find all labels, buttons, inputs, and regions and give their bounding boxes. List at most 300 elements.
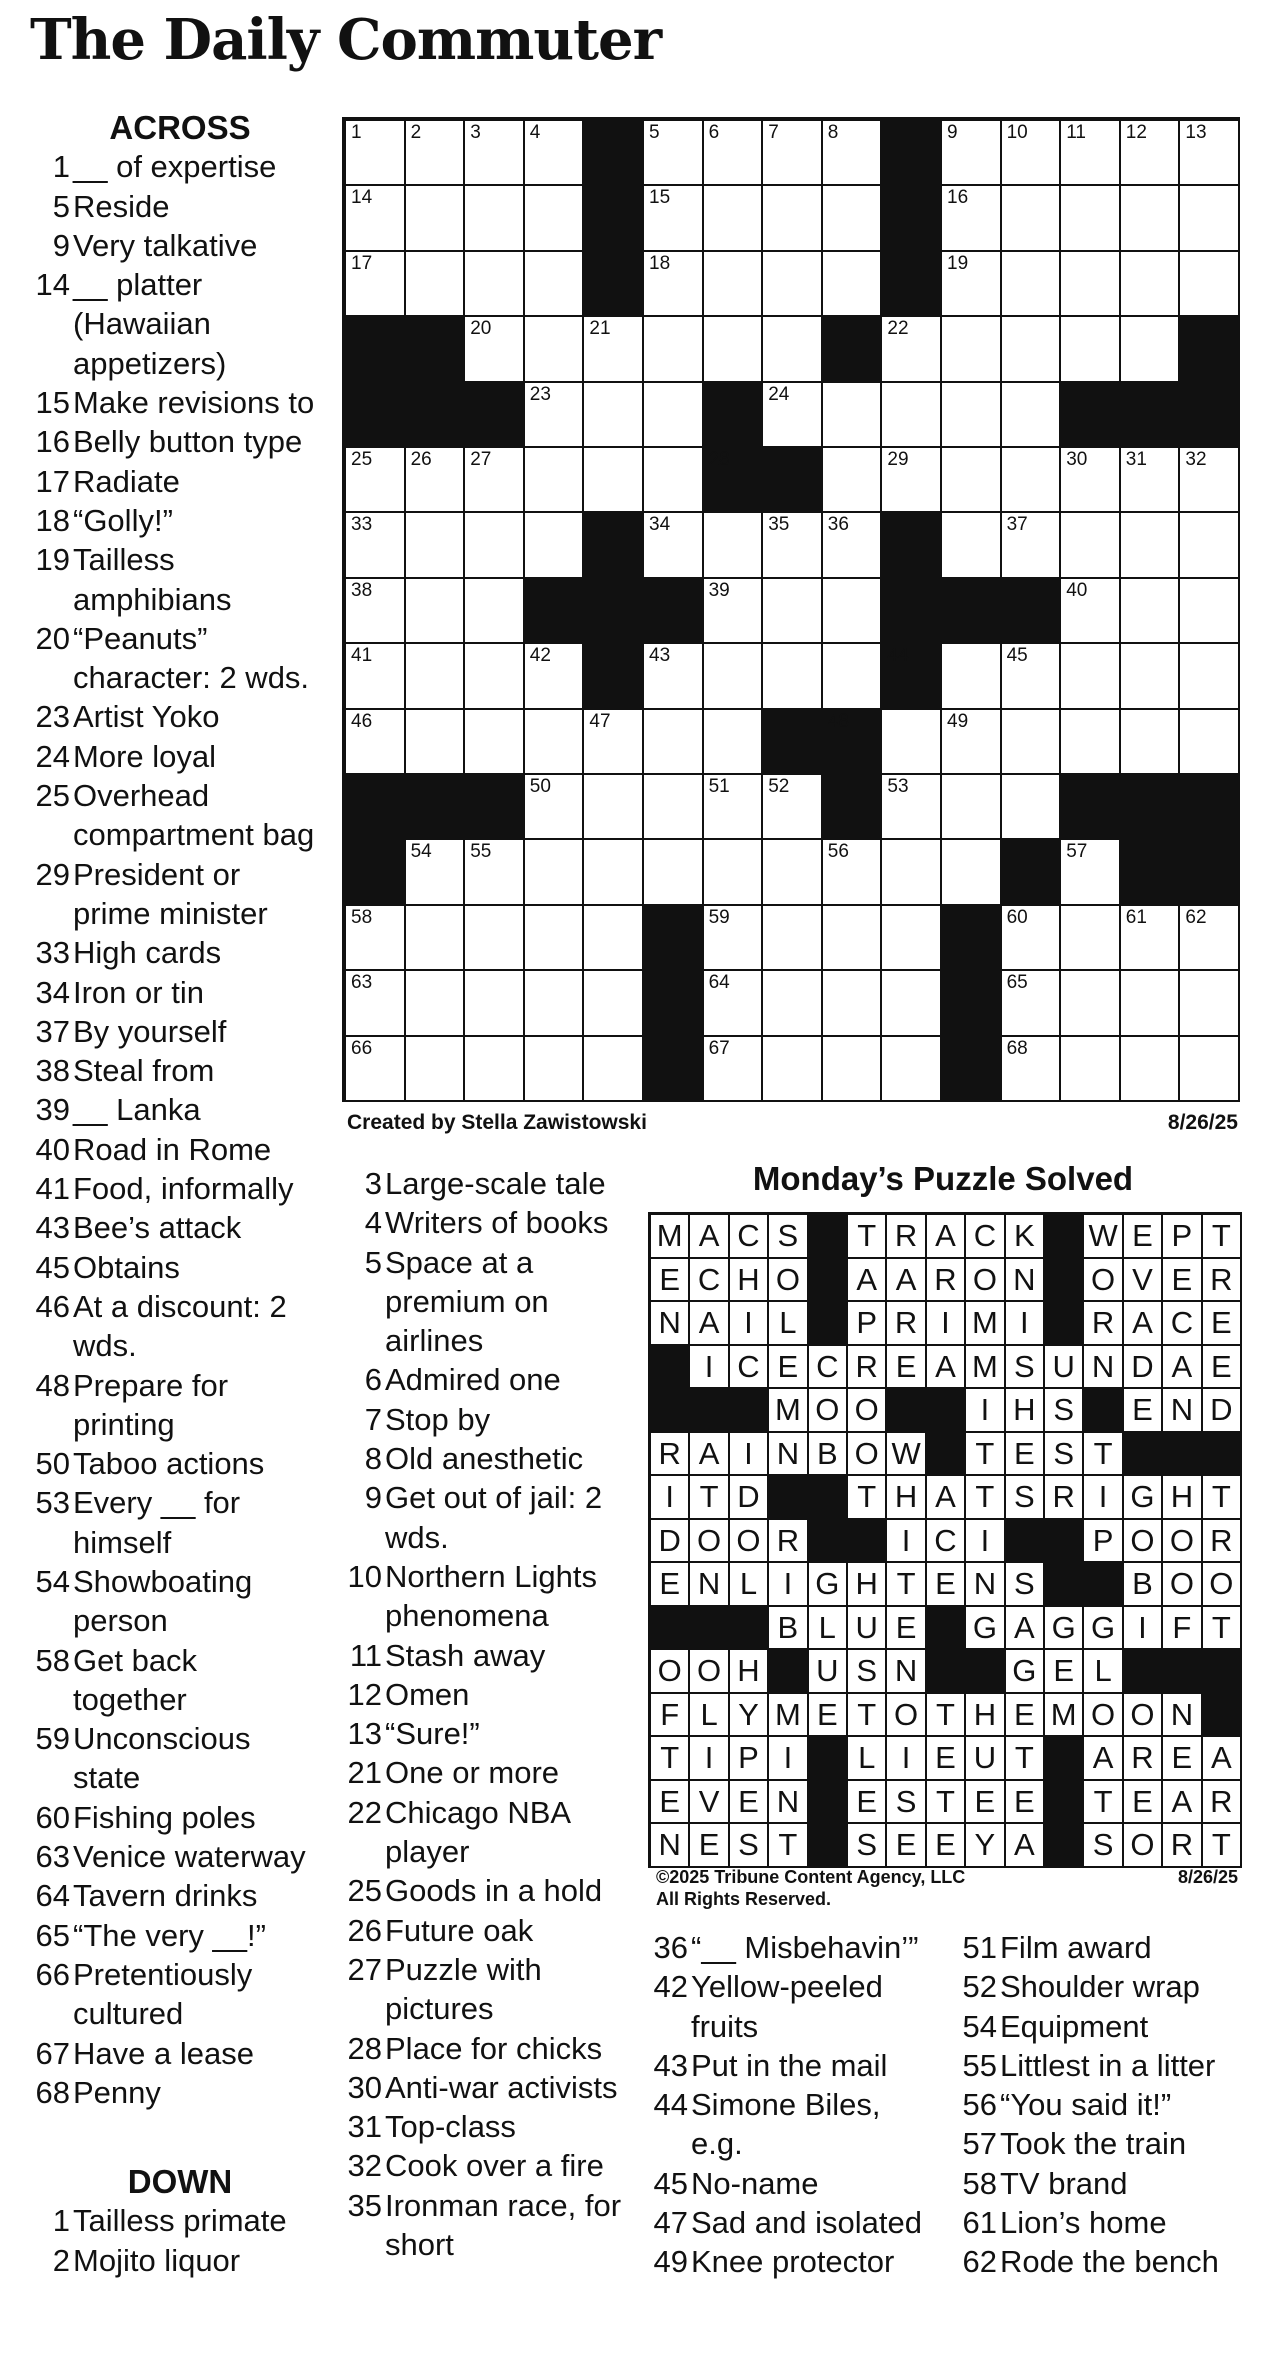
solved-letter: H <box>848 1563 887 1607</box>
solved-letter: N <box>690 1563 729 1607</box>
across-clue-38 <box>30 1051 330 1090</box>
grid-cell[interactable] <box>882 383 942 448</box>
solved-letter: E <box>1163 1737 1202 1781</box>
clue-number: 27 <box>347 1951 382 1987</box>
grid-cell[interactable] <box>525 383 585 448</box>
grid-cell[interactable] <box>1061 710 1121 775</box>
cell-number: 2 <box>410 122 422 143</box>
grid-cell[interactable] <box>882 1037 942 1102</box>
clue-text: wds. <box>385 1519 449 1555</box>
grid-cell[interactable] <box>942 710 1002 775</box>
grid-cell[interactable] <box>1121 252 1181 317</box>
grid-cell[interactable] <box>525 252 585 317</box>
grid-cell[interactable] <box>1061 317 1121 382</box>
grid-cell[interactable] <box>644 186 704 251</box>
solved-letter: E <box>887 1346 926 1390</box>
solved-letter: S <box>1045 1433 1084 1477</box>
grid-cell[interactable] <box>465 840 525 905</box>
black-square <box>1061 775 1121 840</box>
grid-cell[interactable] <box>465 186 525 251</box>
grid-cell[interactable] <box>704 906 764 971</box>
solved-letter: H <box>966 1694 1005 1738</box>
down-clue-51 <box>957 1928 1257 1967</box>
grid-cell[interactable] <box>406 121 466 186</box>
across-clue-16 <box>30 422 330 461</box>
grid-cell[interactable] <box>465 448 525 513</box>
down-clue-45 <box>648 2164 948 2203</box>
grid-cell[interactable] <box>1002 383 1062 448</box>
black-square <box>1180 383 1240 448</box>
solved-letter: T <box>690 1476 729 1520</box>
grid-cell[interactable] <box>346 710 406 775</box>
solved-letter: A <box>887 1259 926 1303</box>
grid-cell[interactable] <box>465 906 525 971</box>
grid-cell[interactable] <box>763 317 823 382</box>
grid-cell[interactable] <box>1121 513 1181 578</box>
grid-cell[interactable] <box>823 579 883 644</box>
grid-cell[interactable] <box>406 1037 466 1102</box>
clue-text: Artist Yoko <box>73 699 220 735</box>
grid-cell[interactable] <box>346 644 406 709</box>
grid-cell[interactable] <box>584 383 644 448</box>
grid-cell[interactable] <box>1002 317 1062 382</box>
solved-letter: C <box>730 1215 769 1259</box>
solved-letter: N <box>1163 1389 1202 1433</box>
grid-cell[interactable] <box>584 840 644 905</box>
grid-cell[interactable] <box>1002 906 1062 971</box>
grid-cell[interactable] <box>525 644 585 709</box>
black-square <box>763 448 823 513</box>
clue-number: 10 <box>347 1558 382 1594</box>
grid-cell[interactable] <box>584 317 644 382</box>
black-square <box>584 252 644 317</box>
grid-cell[interactable] <box>1002 252 1062 317</box>
grid-cell[interactable] <box>763 121 823 186</box>
grid-cell[interactable] <box>1061 121 1121 186</box>
grid-cell[interactable] <box>644 710 704 775</box>
grid-cell[interactable] <box>644 383 704 448</box>
grid-cell[interactable] <box>346 906 406 971</box>
clue-text: short <box>385 2227 454 2263</box>
grid-cell[interactable] <box>644 513 704 578</box>
clue-number: 40 <box>35 1131 70 1167</box>
grid-cell[interactable] <box>1180 1037 1240 1102</box>
down-clue-32 <box>342 2146 632 2185</box>
grid-cell[interactable] <box>1061 579 1121 644</box>
grid-cell[interactable] <box>1061 644 1121 709</box>
solved-letter: T <box>769 1824 808 1868</box>
clue-number: 53 <box>35 1485 70 1521</box>
clue-text: “Golly!” <box>73 502 173 538</box>
grid-cell[interactable] <box>1121 579 1181 644</box>
solved-letter: C <box>690 1259 729 1303</box>
clue-text: Old anesthetic <box>385 1441 584 1477</box>
grid-cell[interactable] <box>584 448 644 513</box>
grid-cell[interactable] <box>1002 121 1062 186</box>
grid-cell[interactable] <box>763 840 823 905</box>
grid-cell[interactable] <box>882 775 942 840</box>
grid-cell[interactable] <box>465 252 525 317</box>
clue-text: Cook over a fire <box>385 2148 604 2184</box>
cell-number: 27 <box>470 449 492 470</box>
grid-cell[interactable] <box>465 1037 525 1102</box>
grid-cell[interactable] <box>1121 644 1181 709</box>
grid-cell[interactable] <box>525 317 585 382</box>
grid-cell[interactable] <box>823 252 883 317</box>
grid-cell[interactable] <box>406 252 466 317</box>
cell-number: 35 <box>768 514 790 536</box>
down-clue-list-col2 <box>342 1164 632 2264</box>
across-clue-19 <box>30 540 330 619</box>
black-square <box>942 1037 1002 1102</box>
grid-cell[interactable] <box>1061 971 1121 1036</box>
grid-cell[interactable] <box>346 513 406 578</box>
grid-cell[interactable] <box>346 971 406 1036</box>
across-clue-list <box>30 108 330 2112</box>
across-clue-63 <box>30 1837 330 1876</box>
clue-text: Belly button type <box>73 424 303 460</box>
clue-text: Stash away <box>385 1637 546 1673</box>
solved-letter: F <box>1163 1607 1202 1651</box>
grid-cell[interactable] <box>823 121 883 186</box>
grid-cell[interactable] <box>346 1037 406 1102</box>
clue-number: 55 <box>962 2047 997 2083</box>
grid-cell[interactable] <box>584 971 644 1036</box>
grid-cell[interactable] <box>1180 448 1240 513</box>
across-clue-60 <box>30 1798 330 1837</box>
grid-cell[interactable] <box>1002 186 1062 251</box>
solved-letter: A <box>927 1346 966 1390</box>
grid-cell[interactable] <box>882 840 942 905</box>
grid-cell[interactable] <box>1061 840 1121 905</box>
solved-letter: N <box>1163 1694 1202 1738</box>
solved-letter: E <box>927 1563 966 1607</box>
grid-cell[interactable] <box>346 448 406 513</box>
clue-text: “Sure!” <box>385 1716 480 1752</box>
grid-cell[interactable] <box>763 513 823 578</box>
grid-cell[interactable] <box>525 121 585 186</box>
grid-cell[interactable] <box>644 252 704 317</box>
solved-letter: C <box>809 1346 848 1390</box>
grid-cell[interactable] <box>704 840 764 905</box>
across-clue-9 <box>30 226 330 265</box>
across-clue-1 <box>30 147 330 186</box>
grid-cell[interactable] <box>525 840 585 905</box>
solved-letter: G <box>1084 1607 1123 1651</box>
grid-cell[interactable] <box>406 186 466 251</box>
grid-cell[interactable] <box>406 579 466 644</box>
grid-cell[interactable] <box>823 186 883 251</box>
solved-letter: T <box>1006 1737 1045 1781</box>
down-clue-26 <box>342 1911 632 1950</box>
grid-cell[interactable] <box>1002 448 1062 513</box>
black-square <box>763 710 823 775</box>
grid-cell[interactable] <box>763 579 823 644</box>
solved-letter: M <box>966 1346 1005 1390</box>
clue-number: 9 <box>364 1480 382 1516</box>
grid-cell[interactable] <box>525 186 585 251</box>
grid-cell[interactable] <box>882 448 942 513</box>
grid-cell[interactable] <box>763 906 823 971</box>
grid-cell[interactable] <box>763 775 823 840</box>
cell-number: 56 <box>827 841 849 863</box>
grid-cell[interactable] <box>763 186 823 251</box>
grid-cell[interactable] <box>465 971 525 1036</box>
solved-letter: S <box>730 1824 769 1868</box>
grid-cell[interactable] <box>763 971 823 1036</box>
grid-cell[interactable] <box>406 513 466 578</box>
grid-cell[interactable] <box>1002 1037 1062 1102</box>
black-square <box>823 710 883 775</box>
grid-cell[interactable] <box>406 906 466 971</box>
clue-number: 57 <box>962 2126 997 2162</box>
grid-cell[interactable] <box>1180 121 1240 186</box>
grid-cell[interactable] <box>763 252 823 317</box>
grid-cell[interactable] <box>584 1037 644 1102</box>
solved-letter: H <box>1163 1476 1202 1520</box>
grid-cell[interactable] <box>763 383 823 448</box>
grid-cell[interactable] <box>823 1037 883 1102</box>
grid-cell[interactable] <box>465 513 525 578</box>
black-square <box>465 383 525 448</box>
solved-letter: A <box>927 1215 966 1259</box>
grid-cell[interactable] <box>704 775 764 840</box>
cell-number: 29 <box>887 449 909 470</box>
grid-cell[interactable] <box>704 317 764 382</box>
grid-cell[interactable] <box>823 906 883 971</box>
grid-cell[interactable] <box>942 383 1002 448</box>
cell-number: 47 <box>589 710 611 732</box>
grid-cell[interactable] <box>823 644 883 709</box>
grid-cell[interactable] <box>644 775 704 840</box>
cell-number: 55 <box>470 841 492 863</box>
grid-cell[interactable] <box>525 710 585 775</box>
grid-cell[interactable] <box>406 840 466 905</box>
grid-cell[interactable] <box>704 121 764 186</box>
clue-number: 35 <box>347 2187 382 2223</box>
grid-cell[interactable] <box>1121 971 1181 1036</box>
grid-cell[interactable] <box>942 775 1002 840</box>
solved-letter: E <box>1163 1259 1202 1303</box>
grid-cell[interactable] <box>942 186 1002 251</box>
grid-cell[interactable] <box>525 513 585 578</box>
grid-cell[interactable] <box>1180 513 1240 578</box>
grid-cell[interactable] <box>704 971 764 1036</box>
grid-cell[interactable] <box>942 252 1002 317</box>
grid-cell[interactable] <box>525 448 585 513</box>
clue-number: 46 <box>35 1288 70 1324</box>
grid-cell[interactable] <box>823 383 883 448</box>
grid-cell[interactable] <box>525 775 585 840</box>
grid-cell[interactable] <box>406 971 466 1036</box>
solved-letter: G <box>809 1563 848 1607</box>
solved-letter: L <box>809 1607 848 1651</box>
solved-black-square <box>1163 1433 1202 1477</box>
crossword-grid[interactable] <box>342 117 1240 1102</box>
grid-cell[interactable] <box>525 906 585 971</box>
clue-text: Mojito liquor <box>73 2242 241 2278</box>
solved-letter: T <box>927 1694 966 1738</box>
solved-letter: N <box>769 1781 808 1825</box>
grid-cell[interactable] <box>823 840 883 905</box>
solved-letter: A <box>1163 1346 1202 1390</box>
grid-cell[interactable] <box>704 1037 764 1102</box>
grid-cell[interactable] <box>465 710 525 775</box>
grid-cell[interactable] <box>704 513 764 578</box>
grid-cell[interactable] <box>1121 906 1181 971</box>
grid-cell[interactable] <box>644 317 704 382</box>
grid-cell[interactable] <box>942 317 1002 382</box>
clue-number: 6 <box>364 1362 382 1398</box>
solved-letter: E <box>887 1824 926 1868</box>
grid-cell[interactable] <box>1121 710 1181 775</box>
grid-cell[interactable] <box>1180 710 1240 775</box>
solved-letter: I <box>769 1737 808 1781</box>
grid-cell[interactable] <box>346 186 406 251</box>
grid-cell[interactable] <box>465 644 525 709</box>
grid-cell[interactable] <box>882 317 942 382</box>
grid-cell[interactable] <box>1180 906 1240 971</box>
solved-letter: E <box>651 1563 690 1607</box>
grid-cell[interactable] <box>525 1037 585 1102</box>
grid-cell[interactable] <box>1061 513 1121 578</box>
black-square <box>406 775 466 840</box>
grid-cell[interactable] <box>584 906 644 971</box>
copyright-line1: ©2025 Tribune Content Agency, LLC <box>656 1867 966 1887</box>
grid-cell[interactable] <box>584 775 644 840</box>
cell-number: 13 <box>1185 122 1207 143</box>
grid-cell[interactable] <box>942 121 1002 186</box>
grid-cell[interactable] <box>644 448 704 513</box>
grid-cell[interactable] <box>1121 448 1181 513</box>
solved-letter: G <box>966 1607 1005 1651</box>
grid-cell[interactable] <box>465 317 525 382</box>
grid-cell[interactable] <box>704 186 764 251</box>
grid-cell[interactable] <box>346 579 406 644</box>
grid-cell[interactable] <box>704 710 764 775</box>
grid-cell[interactable] <box>1061 448 1121 513</box>
across-clue-37 <box>30 1012 330 1051</box>
clue-number: 45 <box>653 2165 688 2201</box>
grid-cell[interactable] <box>1002 513 1062 578</box>
down-clue-1 <box>30 2201 330 2240</box>
clue-text: Took the train <box>1000 2126 1187 2162</box>
grid-cell[interactable] <box>584 710 644 775</box>
grid-cell[interactable] <box>882 710 942 775</box>
clue-number: 60 <box>35 1799 70 1835</box>
across-clue-67 <box>30 2034 330 2073</box>
grid-cell[interactable] <box>465 121 525 186</box>
grid-cell[interactable] <box>704 579 764 644</box>
grid-cell[interactable] <box>525 971 585 1036</box>
grid-cell[interactable] <box>1061 1037 1121 1102</box>
puzzle-credit: Created by Stella Zawistowski <box>347 1111 647 1134</box>
grid-cell[interactable] <box>882 971 942 1036</box>
clue-number: 66 <box>35 1956 70 1992</box>
grid-cell[interactable] <box>1002 971 1062 1036</box>
solved-letter: R <box>1203 1781 1242 1825</box>
solved-black-square <box>730 1389 769 1433</box>
grid-cell[interactable] <box>1121 186 1181 251</box>
grid-cell[interactable] <box>942 513 1002 578</box>
grid-cell[interactable] <box>763 1037 823 1102</box>
grid-cell[interactable] <box>346 121 406 186</box>
grid-cell[interactable] <box>942 448 1002 513</box>
grid-cell[interactable] <box>406 710 466 775</box>
solved-letter: I <box>651 1476 690 1520</box>
cell-number: 42 <box>529 645 551 667</box>
grid-cell[interactable] <box>942 644 1002 709</box>
grid-cell[interactable] <box>1002 710 1062 775</box>
down-clue-30 <box>342 2068 632 2107</box>
solved-black-square <box>927 1389 966 1433</box>
grid-cell[interactable] <box>406 448 466 513</box>
grid-cell[interactable] <box>406 644 466 709</box>
grid-cell[interactable] <box>1121 121 1181 186</box>
grid-cell[interactable] <box>1180 252 1240 317</box>
grid-cell[interactable] <box>465 579 525 644</box>
across-clue-41 <box>30 1169 330 1208</box>
grid-cell[interactable] <box>1061 252 1121 317</box>
grid-cell[interactable] <box>1121 317 1181 382</box>
black-square <box>644 1037 704 1102</box>
cell-number: 28 <box>708 449 730 470</box>
across-clue-24 <box>30 737 330 776</box>
grid-cell[interactable] <box>1180 579 1240 644</box>
grid-cell[interactable] <box>1061 186 1121 251</box>
grid-cell[interactable] <box>644 121 704 186</box>
grid-cell[interactable] <box>1180 186 1240 251</box>
solved-letter: E <box>769 1346 808 1390</box>
grid-cell[interactable] <box>704 252 764 317</box>
grid-cell[interactable] <box>1180 644 1240 709</box>
grid-cell[interactable] <box>1002 644 1062 709</box>
solved-letter: O <box>651 1650 690 1694</box>
grid-cell[interactable] <box>644 840 704 905</box>
solved-letter: T <box>1203 1476 1242 1520</box>
solved-letter: S <box>1045 1389 1084 1433</box>
grid-cell[interactable] <box>942 840 1002 905</box>
cell-number: 54 <box>410 841 432 863</box>
grid-cell[interactable] <box>1180 971 1240 1036</box>
grid-cell[interactable] <box>823 971 883 1036</box>
clue-number: 7 <box>364 1401 382 1437</box>
grid-cell[interactable] <box>1061 906 1121 971</box>
grid-cell[interactable] <box>823 513 883 578</box>
down-clue-61 <box>957 2203 1257 2242</box>
grid-cell[interactable] <box>882 906 942 971</box>
clue-text: Large-scale tale <box>385 1166 606 1201</box>
grid-cell[interactable] <box>1121 1037 1181 1102</box>
across-clue-58 <box>30 1641 330 1720</box>
grid-cell[interactable] <box>346 252 406 317</box>
grid-cell[interactable] <box>1002 775 1062 840</box>
clue-text: Film award <box>1000 1930 1152 1965</box>
solved-letter: N <box>651 1302 690 1346</box>
solved-letter: L <box>730 1563 769 1607</box>
across-clue-59 <box>30 1719 330 1798</box>
solved-letter: E <box>1203 1302 1242 1346</box>
down-clue-36 <box>648 1928 948 1967</box>
clue-text: Top-class <box>385 2109 516 2145</box>
solved-letter: N <box>1006 1259 1045 1303</box>
grid-cell[interactable] <box>704 644 764 709</box>
grid-cell[interactable] <box>644 644 704 709</box>
solved-letter: B <box>769 1607 808 1651</box>
grid-cell[interactable] <box>823 448 883 513</box>
grid-cell[interactable] <box>763 644 823 709</box>
clue-text: High cards <box>73 935 222 971</box>
